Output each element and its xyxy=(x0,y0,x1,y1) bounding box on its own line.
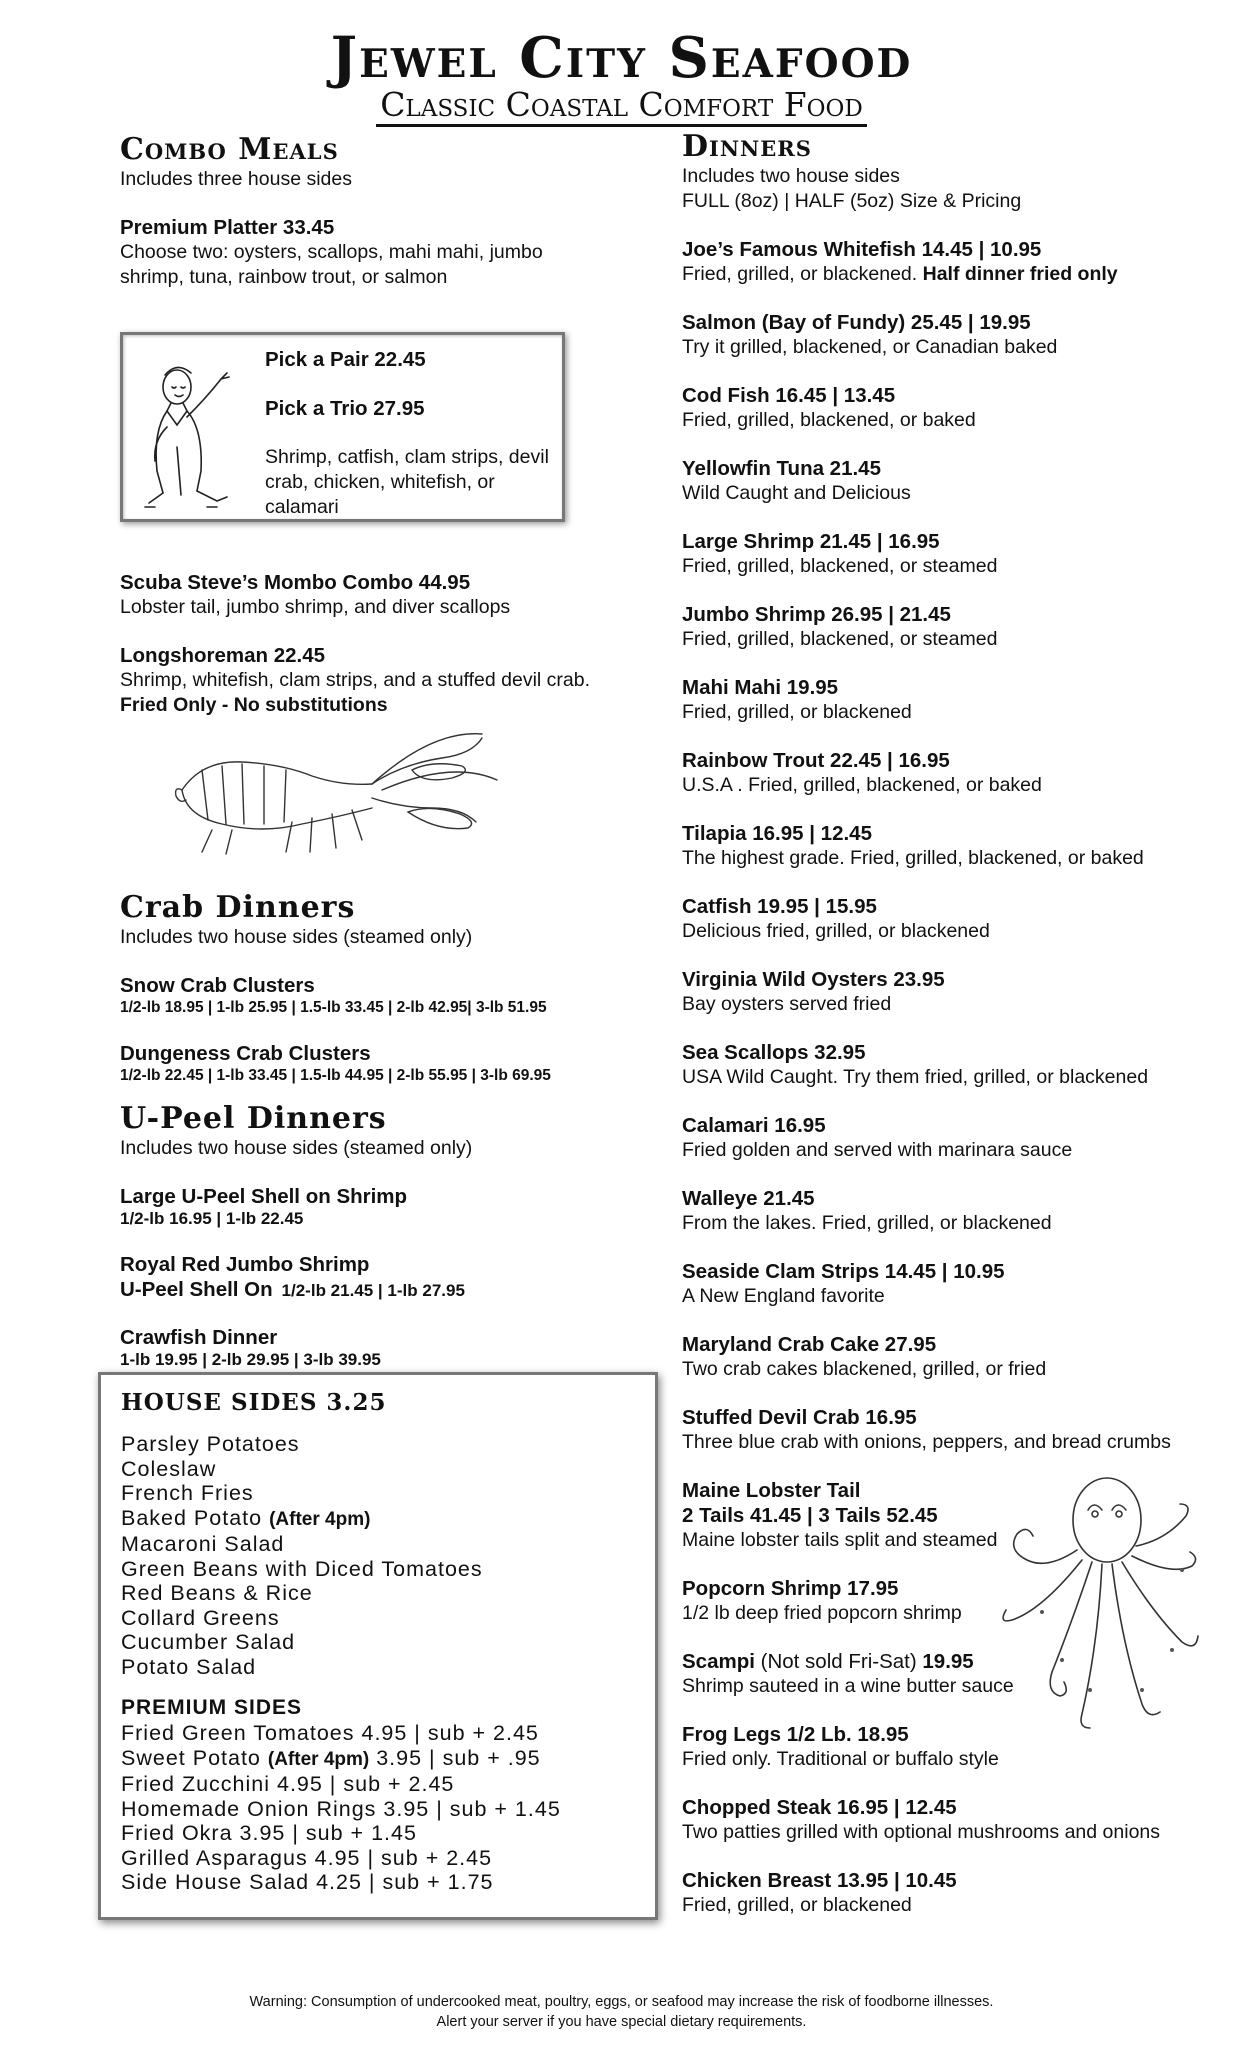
item-prices: 1/2-lb 18.95 | 1-lb 25.95 | 1.5-lb 33.45 | 2-lb 42.95| 3-lb 51.95 xyxy=(120,999,547,1016)
item-name: Chopped Steak 16.95 | 12.45 xyxy=(682,1796,957,1819)
item-desc xyxy=(120,668,610,718)
item-desc: U.S.A . Fried, grilled, blackened, or baked xyxy=(682,774,1042,796)
side-item: Red Beans & Rice xyxy=(121,1581,313,1605)
item-desc: Shrimp sauteed in a wine butter sauce xyxy=(682,1675,1014,1697)
side-item: Cucumber Salad xyxy=(121,1630,296,1654)
dinner-item xyxy=(682,1332,1222,1382)
item-name: Maine Lobster Tail xyxy=(682,1479,861,1502)
house-sides-title: HOUSE SIDES 3.25 xyxy=(121,1389,387,1416)
side-name: Sweet Potato xyxy=(121,1745,261,1770)
pick-a-pair: Pick a Pair 22.45 xyxy=(265,348,426,371)
side-item: Parsley Potatoes xyxy=(121,1432,300,1456)
item-name: Stuffed Devil Crab 16.95 xyxy=(682,1406,917,1429)
item-name: Longshoreman 22.45 xyxy=(120,644,326,667)
item-name-prices: 2 Tails 41.45 | 3 Tails 52.45 xyxy=(682,1504,938,1527)
item-desc: Bay oysters served fried xyxy=(682,993,892,1015)
item-desc: Fried, grilled, or blackened xyxy=(682,1894,912,1916)
item-name: Walleye 21.45 xyxy=(682,1187,815,1210)
item-prices-line xyxy=(120,1277,680,1302)
dinners-size-note: FULL (8oz) | HALF (5oz) Size & Pricing xyxy=(682,190,1022,212)
side-item: Coleslaw xyxy=(121,1456,217,1481)
pick-a-pair-box xyxy=(120,332,565,522)
side-item: Potato Salad xyxy=(121,1654,257,1679)
item-desc: From the lakes. Fried, grilled, or blackened xyxy=(682,1212,1052,1234)
scuba-combo-item xyxy=(120,570,680,620)
item-name: Frog Legs 1/2 Lb. 18.95 xyxy=(682,1723,909,1746)
item-desc: A New England favorite xyxy=(682,1285,885,1307)
crawfish-item xyxy=(120,1325,680,1370)
premium-side-item: Fried Okra 3.95 | sub + 1.45 xyxy=(121,1821,417,1845)
dinner-item xyxy=(682,456,1222,506)
item-name: Calamari 16.95 xyxy=(682,1114,826,1137)
premium-side-item: Grilled Asparagus 4.95 | sub + 2.45 xyxy=(121,1845,493,1870)
premium-side-item: Fried Green Tomatoes 4.95 | sub + 2.45 xyxy=(121,1721,539,1745)
royal-line: U-Peel Shell On xyxy=(120,1278,273,1301)
premium-side-item: Homemade Onion Rings 3.95 | sub + 1.45 xyxy=(121,1796,561,1821)
combo-section-title: Combo Meals xyxy=(120,132,339,167)
octopus-illustration-icon xyxy=(1002,1470,1202,1750)
dinner-item xyxy=(682,1259,1222,1309)
item-name: Rainbow Trout 22.45 | 16.95 xyxy=(682,749,950,772)
item-desc: The highest grade. Fried, grilled, blackened, or baked xyxy=(682,847,1144,869)
dinner-item xyxy=(682,894,1222,944)
side-note: (After 4pm) xyxy=(269,1508,371,1530)
dinner-item xyxy=(682,383,1222,433)
dinner-item xyxy=(682,237,1222,287)
premium-side-item: Side House Salad 4.25 | sub + 1.75 xyxy=(121,1870,494,1894)
dinner-item xyxy=(682,1868,1222,1918)
dinners-note: Includes two house sides xyxy=(682,165,900,187)
premium-sides-title: PREMIUM SIDES xyxy=(121,1696,303,1719)
item-name-note: (Not sold Fri-Sat) xyxy=(760,1650,917,1673)
menu-header xyxy=(0,25,1243,127)
item-desc: Wild Caught and Delicious xyxy=(682,482,911,504)
large-upeel-item xyxy=(120,1184,680,1229)
left-column xyxy=(120,133,680,1370)
premium-side-item xyxy=(121,1746,635,1773)
item-name: Sea Scallops 32.95 xyxy=(682,1041,866,1064)
side-name: Baked Potato xyxy=(121,1505,263,1530)
item-desc-bold: Half dinner fried only xyxy=(922,263,1118,285)
dinner-item xyxy=(682,529,1222,579)
item-name: Popcorn Shrimp 17.95 xyxy=(682,1577,899,1600)
item-prices: 1-lb 19.95 | 2-lb 29.95 | 3-lb 39.95 xyxy=(120,1350,381,1369)
restaurant-title: Jewel City Seafood xyxy=(330,25,913,91)
item-desc: Choose two: oysters, scallops, mahi mahi, jumbo shrimp, tuna, rainbow trout, or salmon xyxy=(120,241,543,288)
side-item: Macaroni Salad xyxy=(121,1532,285,1556)
dinner-item xyxy=(682,675,1222,725)
item-desc: Two crab cakes blackened, grilled, or fried xyxy=(682,1358,1047,1380)
item-name-price: 19.95 xyxy=(922,1650,974,1673)
crab-section-note: Includes two house sides (steamed only) xyxy=(120,926,473,948)
house-sides-box xyxy=(98,1372,658,1920)
item-name: Seaside Clam Strips 14.45 | 10.95 xyxy=(682,1260,1005,1283)
item-desc: Delicious fried, grilled, or blackened xyxy=(682,920,990,942)
item-desc-text: Fried, grilled, or blackened. xyxy=(682,263,918,285)
side-price: 3.95 | sub + .95 xyxy=(376,1745,541,1770)
lobster-illustration-icon xyxy=(172,730,502,880)
item-desc: Fried, grilled, blackened, or steamed xyxy=(682,628,998,650)
royal-prices: 1/2-lb 21.45 | 1-lb 27.95 xyxy=(281,1281,465,1300)
upeel-section-title: U-Peel Dinners xyxy=(120,1101,387,1136)
item-desc: Two patties grilled with optional mushrooms and onions xyxy=(682,1821,1161,1843)
item-name: Royal Red Jumbo Shrimp xyxy=(120,1253,370,1276)
item-desc: Fried golden and served with marinara sauce xyxy=(682,1139,1073,1161)
item-desc: 1/2 lb deep fried popcorn shrimp xyxy=(682,1602,962,1624)
item-name: Maryland Crab Cake 27.95 xyxy=(682,1333,937,1356)
item-desc xyxy=(682,262,1222,287)
item-name: Mahi Mahi 19.95 xyxy=(682,676,839,699)
item-desc: Lobster tail, jumbo shrimp, and diver scallops xyxy=(120,596,511,618)
dinner-item xyxy=(682,821,1222,871)
item-desc: USA Wild Caught. Try them fried, grilled, or blackened xyxy=(682,1066,1149,1088)
longshoreman-note: Fried Only - No substitutions xyxy=(120,694,388,716)
pair-options: Shrimp, catfish, clam strips, devil crab, chicken, whitefish, or calamari xyxy=(265,446,549,518)
item-name: Scuba Steve’s Mombo Combo 44.95 xyxy=(120,571,471,594)
dinner-item xyxy=(682,310,1222,360)
side-item: Green Beans with Diced Tomatoes xyxy=(121,1556,483,1581)
item-name: Catfish 19.95 | 15.95 xyxy=(682,895,877,918)
side-note: (After 4pm) xyxy=(267,1748,370,1770)
item-name: Cod Fish 16.45 | 13.45 xyxy=(682,384,896,407)
dinner-item xyxy=(682,1405,1222,1455)
dinner-item xyxy=(682,1040,1222,1090)
dinner-item xyxy=(682,748,1222,798)
upeel-section-note: Includes two house sides (steamed only) xyxy=(120,1137,473,1159)
snow-crab-item xyxy=(120,973,680,1018)
pick-a-trio: Pick a Trio 27.95 xyxy=(265,397,425,420)
side-item xyxy=(121,1506,635,1533)
dungeness-crab-item xyxy=(120,1041,680,1086)
pick-a-pair-text xyxy=(265,347,555,520)
warning-line-2: Alert your server if you have special dietary requirements. xyxy=(436,2014,807,2030)
item-name: Chicken Breast 13.95 | 10.45 xyxy=(682,1869,957,1892)
house-sides-list xyxy=(121,1432,635,1679)
item-prices: 1/2-lb 16.95 | 1-lb 22.45 xyxy=(120,1209,304,1228)
item-desc: Fried, grilled, or blackened xyxy=(682,701,912,723)
longshoreman-item xyxy=(120,643,680,718)
item-name: Large Shrimp 21.45 | 16.95 xyxy=(682,530,940,553)
item-name-text: Scampi xyxy=(682,1650,755,1673)
dinners-section-title: Dinners xyxy=(682,129,812,164)
chef-illustration-icon xyxy=(137,357,247,517)
item-name: Salmon (Bay of Fundy) 25.45 | 19.95 xyxy=(682,311,1031,334)
item-name: Premium Platter 33.45 xyxy=(120,216,335,239)
item-prices: 1/2-lb 22.45 | 1-lb 33.45 | 1.5-lb 44.95 | 2-lb 55.95 | 3-lb 69.95 xyxy=(120,1067,551,1084)
item-desc: Fried, grilled, blackened, or steamed xyxy=(682,555,998,577)
item-name: Joe’s Famous Whitefish 14.45 | 10.95 xyxy=(682,238,1042,261)
dinner-item xyxy=(682,1186,1222,1236)
dinner-item xyxy=(682,1113,1222,1163)
royal-red-item xyxy=(120,1252,680,1302)
item-name: Jumbo Shrimp 26.95 | 21.45 xyxy=(682,603,951,626)
premium-side-item: Fried Zucchini 4.95 | sub + 2.45 xyxy=(121,1772,455,1796)
item-desc: Fried, grilled, blackened, or baked xyxy=(682,409,976,431)
item-desc: Fried only. Traditional or buffalo style xyxy=(682,1748,999,1770)
side-item: Collard Greens xyxy=(121,1605,280,1630)
item-desc: Three blue crab with onions, peppers, and bread crumbs xyxy=(682,1431,1171,1453)
combo-section-note: Includes three house sides xyxy=(120,168,352,190)
item-desc: Maine lobster tails split and steamed xyxy=(682,1529,998,1551)
warning-line-1: Warning: Consumption of undercooked meat, poultry, eggs, or seafood may increase the risk of foodborne illnesses. xyxy=(249,1994,994,2010)
item-name: Dungeness Crab Clusters xyxy=(120,1042,371,1065)
dinner-item xyxy=(682,602,1222,652)
side-item: French Fries xyxy=(121,1481,254,1505)
restaurant-subtitle: Classic Coastal Comfort Food xyxy=(376,88,867,127)
item-name: Crawfish Dinner xyxy=(120,1326,278,1349)
item-name: Large U-Peel Shell on Shrimp xyxy=(120,1185,408,1208)
food-warning xyxy=(0,1992,1243,2032)
item-name: Yellowfin Tuna 21.45 xyxy=(682,457,881,480)
item-name: Tilapia 16.95 | 12.45 xyxy=(682,822,872,845)
crab-section-title: Crab Dinners xyxy=(120,890,356,925)
item-name: Snow Crab Clusters xyxy=(120,974,315,997)
item-name: Virginia Wild Oysters 23.95 xyxy=(682,968,945,991)
premium-platter-item xyxy=(120,215,680,290)
item-desc: Try it grilled, blackened, or Canadian baked xyxy=(682,336,1058,358)
dinner-item xyxy=(682,1795,1222,1845)
longshoreman-desc: Shrimp, whitefish, clam strips, and a stuffed devil crab. xyxy=(120,669,591,691)
dinner-item xyxy=(682,967,1222,1017)
